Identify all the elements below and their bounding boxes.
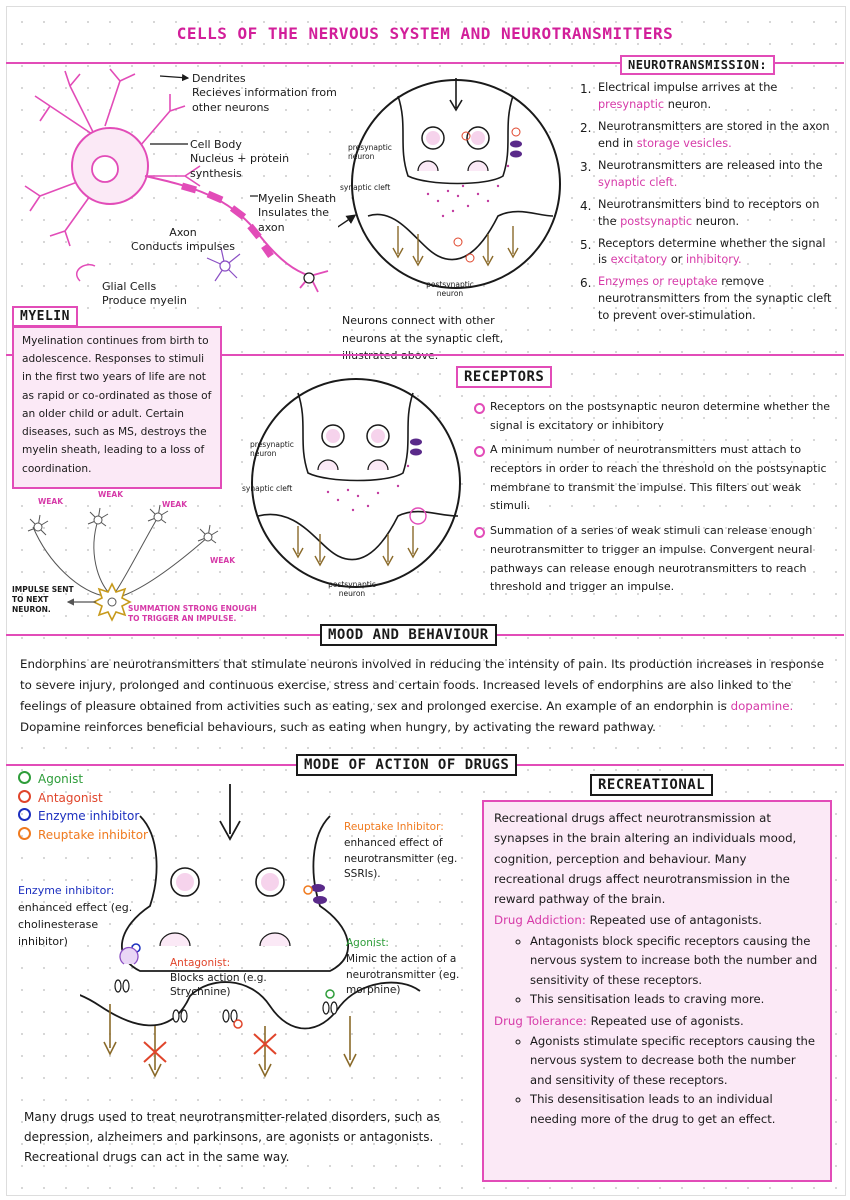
neurotransmission-heading: NEUROTRANSMISSION: [620, 55, 775, 75]
step-number: 1. [580, 82, 592, 96]
step-text: Electrical impulse arrives at the [598, 81, 778, 94]
tolerance-point: ◦ Agonists stimulate specific receptors causing the nervous system to decrease both the number and sensitivity of these receptors. [530, 1032, 820, 1090]
addiction-list [494, 932, 820, 1010]
step-number: 5. [580, 237, 592, 252]
step-number: 6. [580, 276, 592, 291]
step-tail: or [667, 253, 686, 267]
step-highlight: excitatory [610, 253, 668, 267]
receptor-bullet: A minimum number of neurotransmitters must attach to receptors in order to reach the threshold on the postsynaptic membrane to transmit the impulse. This filters out weak stimuli. [472, 441, 832, 516]
step-highlight: Enzymes or reuptake [598, 275, 718, 289]
legend-circle-icon [18, 771, 31, 784]
mood-body: Endorphins are neurotransmitters that stimulate neurons involved in reducing the intensity of pain. Its production increases in response to severe injury, prolonged and continuous exercise, stress and certain foods. Increased levels of endorphins are also linked to the feelings of pleasure obtained from activities such as eating, sex and prolonged exercise. An example of an endorphin is dopamine. Dopamine reinforces beneficial behaviours, such as eating when hungry, by activating the reward pathway. [20, 657, 824, 734]
weak-label-1: WEAK [38, 497, 64, 506]
step-number: 2. [580, 120, 592, 135]
step-text: Receptors determine whether the signal is [598, 236, 826, 267]
drugs-footer: Many drugs used to treat neurotransmitter-related disorders, such as depression, alzheimers and parkinsons, are agonists or antagonists. Recreational drugs can act in the same way. [24, 1110, 440, 1164]
step-highlight-2: inhibitory. [686, 253, 742, 267]
postsynaptic-label: postsynaptic neuron [426, 280, 474, 298]
step-number: 3. [580, 159, 592, 174]
myelin-heading: MYELIN [12, 306, 78, 327]
step-tail: remove neurotransmitters from the synaptic cleft to prevent over-stimulation. [598, 275, 832, 323]
synapse-diagram-2 [238, 358, 468, 608]
enzyme-inhibitor-note: Enzyme inhibitor: enhanced effect (eg. cholinesterase inhibitor) [18, 884, 133, 949]
neurotransmission-step [580, 197, 838, 231]
legend-label: Enzyme inhibitor [38, 809, 140, 824]
receptors-heading: RECEPTORS [456, 366, 552, 388]
summation-label: SUMMATION STRONG ENOUGH TO TRIGGER AN IMPULSE. [128, 604, 257, 624]
addiction-heading: Drug Addiction: Repeated use of antagonists. [494, 913, 763, 928]
cleft-label: synaptic cleft [340, 183, 391, 192]
dendrites-label: Dendrites Recieves information from other neurons [192, 72, 337, 114]
page-title: CELLS OF THE NERVOUS SYSTEM AND NEUROTRANSMITTERS [176, 24, 674, 43]
addiction-point: ◦ Antagonists block specific receptors causing the nervous system to increase both the number and sensitivity of these receptors. [530, 932, 820, 990]
postsynaptic-label-2: postsynaptic neuron [328, 580, 376, 598]
receptor-bullet: Summation of a series of weak stimuli can release enough neurotransmitter to trigger an impulse. Convergent neural pathways can release enough neurotransmitters to reach threshold and trigger an impulse. [472, 522, 832, 597]
presynaptic-label: presynaptic neuron [348, 143, 392, 161]
mood-heading: MOOD AND BEHAVIOUR [320, 624, 497, 646]
cleft-label-2: synaptic cleft [242, 484, 293, 493]
step-text: Neurotransmitters are stored in the axon end in [598, 119, 830, 150]
weak-label-4: WEAK [210, 556, 236, 565]
step-tail: neuron. [692, 214, 740, 228]
neurotransmission-steps [580, 80, 838, 330]
step-text: Neurotransmitters are released into the [598, 158, 823, 172]
impulse-label: IMPULSE SENT TO NEXT NEURON. [12, 585, 74, 614]
legend-label: Reuptake inhibitor [38, 827, 148, 842]
legend-label: Agonist [38, 772, 84, 786]
step-tail: neuron. [664, 97, 712, 111]
synapse-caption: Neurons connect with other neurons at the synaptic cleft, [342, 314, 504, 345]
step-highlight: postsynaptic [620, 214, 693, 228]
recreational-box [482, 800, 832, 1182]
neurotransmission-step [580, 274, 838, 325]
tolerance-list [494, 1032, 820, 1129]
neurotransmission-step [580, 158, 838, 192]
tolerance-heading: Drug Tolerance: Repeated use of agonists. [494, 1013, 744, 1028]
reuptake-inhibitor-note: Reuptake Inhibitor: enhanced effect of neurotransmitter (eg. SSRIs). [344, 821, 458, 881]
neurotransmission-step [580, 119, 838, 153]
cell-body-label: Cell Body Nucleus + protein synthesis [190, 138, 290, 180]
step-highlight: storage vesicles. [636, 136, 732, 150]
weak-label-3: WEAK [162, 500, 188, 509]
receptor-bullet: Receptors on the postsynaptic neuron determine whether the signal is excitatory or inhibitory [472, 398, 832, 435]
legend-circle-icon [18, 827, 31, 840]
recreational-heading: RECREATIONAL [590, 774, 713, 796]
drugs-heading: MODE OF ACTION OF DRUGS [296, 754, 517, 776]
axon-label: Axon Conducts impulses [131, 226, 235, 254]
legend-label: Antagonist [38, 790, 103, 805]
glial-label: Glial Cells Produce myelin [102, 280, 187, 308]
step-text: Neurotransmitters bind to receptors on the [598, 197, 820, 228]
step-number: 4. [580, 198, 592, 213]
tolerance-point: ◦ This desensitisation leads to an individual needing more of the drug to get an effect. [530, 1090, 820, 1129]
addiction-point: ◦ This sensitisation leads to craving more. [530, 990, 820, 1009]
weak-label-2: WEAK [98, 490, 124, 499]
legend-circle-icon [18, 808, 31, 821]
presynaptic-label-2: presynaptic neuron [250, 440, 294, 458]
neurotransmission-step [580, 80, 838, 114]
step-highlight: synaptic cleft. [598, 175, 678, 189]
legend-circle-icon [18, 790, 31, 803]
myelin-body: Myelination continues from birth to adolescence. Responses to stimuli in the first two years of life are not as rapid or co-ordinated as those of an older child or adult. Certain diseases, such as MS, destroys the myelin sheath, leading to a loss of coordination. [12, 326, 222, 489]
myelin-sheath-label: Myelin Sheath Insulates the axon [258, 192, 337, 234]
antagonist-note: Antagonist: Blocks action (e.g. Strychnine) [170, 957, 267, 999]
neurotransmission-step [580, 236, 838, 270]
receptors-list [472, 398, 832, 603]
agonist-note: Agonist: Mimic the action of a neurotransmitter (eg. morphine) [346, 937, 460, 997]
step-highlight: presynaptic [598, 97, 665, 111]
recreational-intro: Recreational drugs affect neurotransmission at synapses in the brain altering an individuals mood, cognition, perception and behaviour. Many recreational drugs affect neurotransmission in the reward pathway of the brain. [494, 811, 797, 907]
